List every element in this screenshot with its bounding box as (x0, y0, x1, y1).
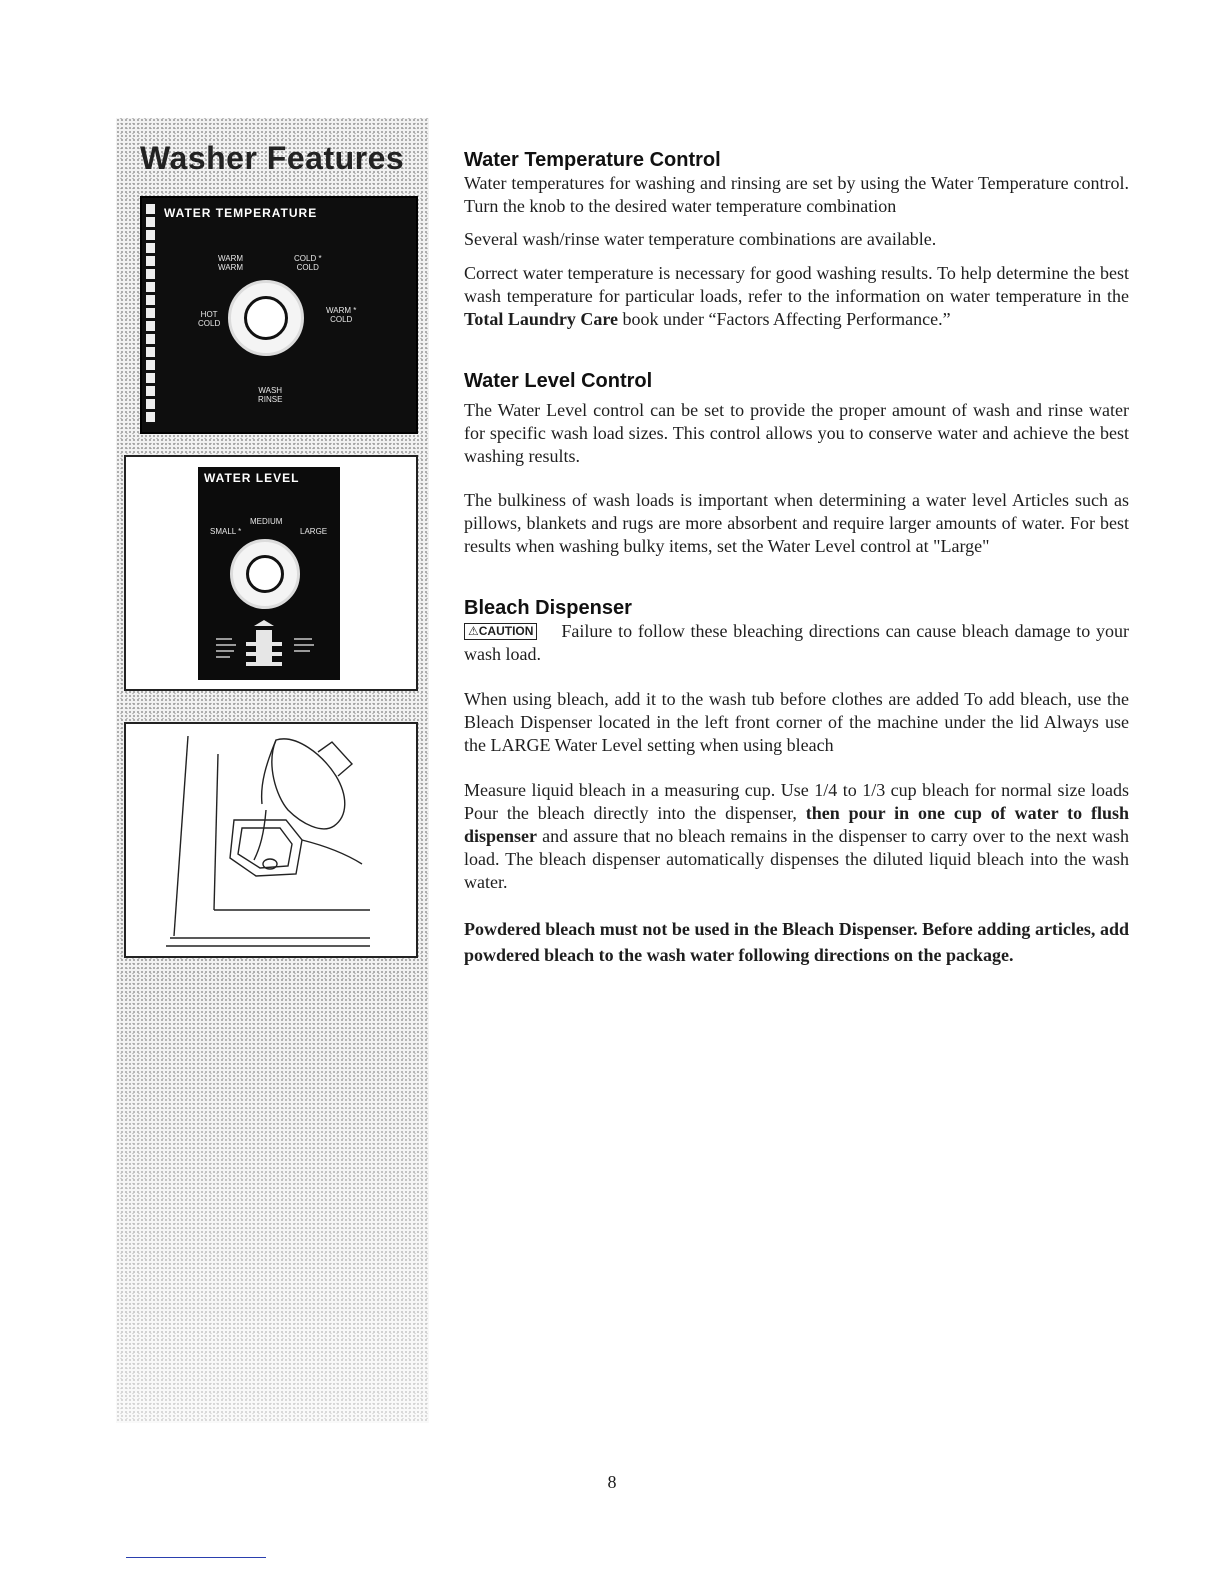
caution-text: Failure to follow these bleaching directions can cause bleach damage to your wash load. (464, 621, 1129, 664)
caution-paragraph (464, 620, 1129, 666)
level-small: SMALL * (210, 527, 242, 536)
bleach-illustration-frame (124, 722, 418, 958)
setting-warm-cold: WARM * COLD (326, 306, 357, 324)
water-temperature-paragraph-1: Water temperatures for washing and rinsing are set by using the Water Temperature control. Turn the knob to the desired water temperature combination (464, 173, 1129, 216)
setting-wash-rinse: WASH RINSE (258, 386, 283, 404)
sidebar-title: Washer Features (140, 140, 405, 176)
bleach-pouring-illustration (126, 724, 416, 956)
flush-instruction: then pour in one cup of water to flush dispenser (464, 803, 1129, 846)
water-level-knob[interactable] (230, 539, 300, 609)
footnote-rule (126, 1557, 266, 1558)
section-heading-water-level: Water Level Control (464, 370, 653, 392)
water-temperature-paragraph-3 (464, 262, 1129, 331)
main-content (464, 148, 1129, 968)
water-temperature-knob[interactable] (228, 280, 304, 356)
water-temperature-panel (140, 196, 418, 434)
water-level-panel (198, 467, 340, 680)
bleach-paragraph-2: When using bleach, add it to the wash tub before clothes are added To add bleach, use the Bleach Dispenser located in the left front corner of the machine under the lid Always use the LARGE Water Level setting when using bleach (464, 689, 1129, 755)
load-size-guide-icon (198, 620, 340, 680)
page-number: 8 (607, 1472, 617, 1492)
setting-hot-cold: HOT COLD (198, 310, 221, 328)
water-level-paragraph-2: The bulkiness of wash loads is important when determining a water level Articles such as pillows, blankets and rugs are more absorbent and require larger amounts of water. For best results when washing bulky items, set the Water Level control at "Large" (464, 490, 1129, 556)
setting-warm-warm: WARM WARM (218, 254, 244, 272)
section-heading-bleach-dispenser: Bleach Dispenser (464, 597, 632, 619)
level-medium: MEDIUM (250, 517, 283, 526)
caution-badge: ⚠CAUTION (464, 623, 537, 640)
paragraph-text: Measure liquid bleach in a measuring cup. Use 1/4 to 1/3 cup bleach for normal size loads Pour the bleach directly into the dispenser, (464, 780, 1129, 823)
water-temperature-paragraph-2: Several wash/rinse water temperature combinations are available. (464, 229, 937, 249)
paragraph-text: Correct water temperature is necessary for good washing results. To help determine the best wash temperature for particular loads, refer to the information on water temperature in the (464, 263, 1129, 306)
sidebar-fade (116, 960, 429, 1423)
powdered-bleach-warning: Powdered bleach must not be used in the Bleach Dispenser. Before adding articles, add powdered bleach to the wash water following directions on the package. (464, 919, 1129, 965)
section-heading-water-temperature: Water Temperature Control (464, 149, 721, 171)
paragraph-text: book under “Factors Affecting Performance.” (618, 309, 951, 329)
panel-stripe (146, 204, 155, 424)
level-large: LARGE (300, 527, 328, 536)
water-level-paragraph-1: The Water Level control can be set to provide the proper amount of wash and rinse water for specific wash load sizes. This control allows you to conserve water and achieve the best washing results. (464, 400, 1129, 466)
book-title: Total Laundry Care (464, 309, 619, 329)
bleach-paragraph-3 (464, 779, 1129, 894)
water-temperature-label: WATER TEMPERATURE (164, 206, 318, 220)
setting-cold-cold: COLD * COLD (294, 254, 322, 272)
paragraph-text: and assure that no bleach remains in the dispenser to carry over to the next wash load. The bleach dispenser automatically dispenses the diluted liquid bleach into the wash water. (464, 826, 1129, 892)
water-level-label: WATER LEVEL (204, 471, 300, 485)
